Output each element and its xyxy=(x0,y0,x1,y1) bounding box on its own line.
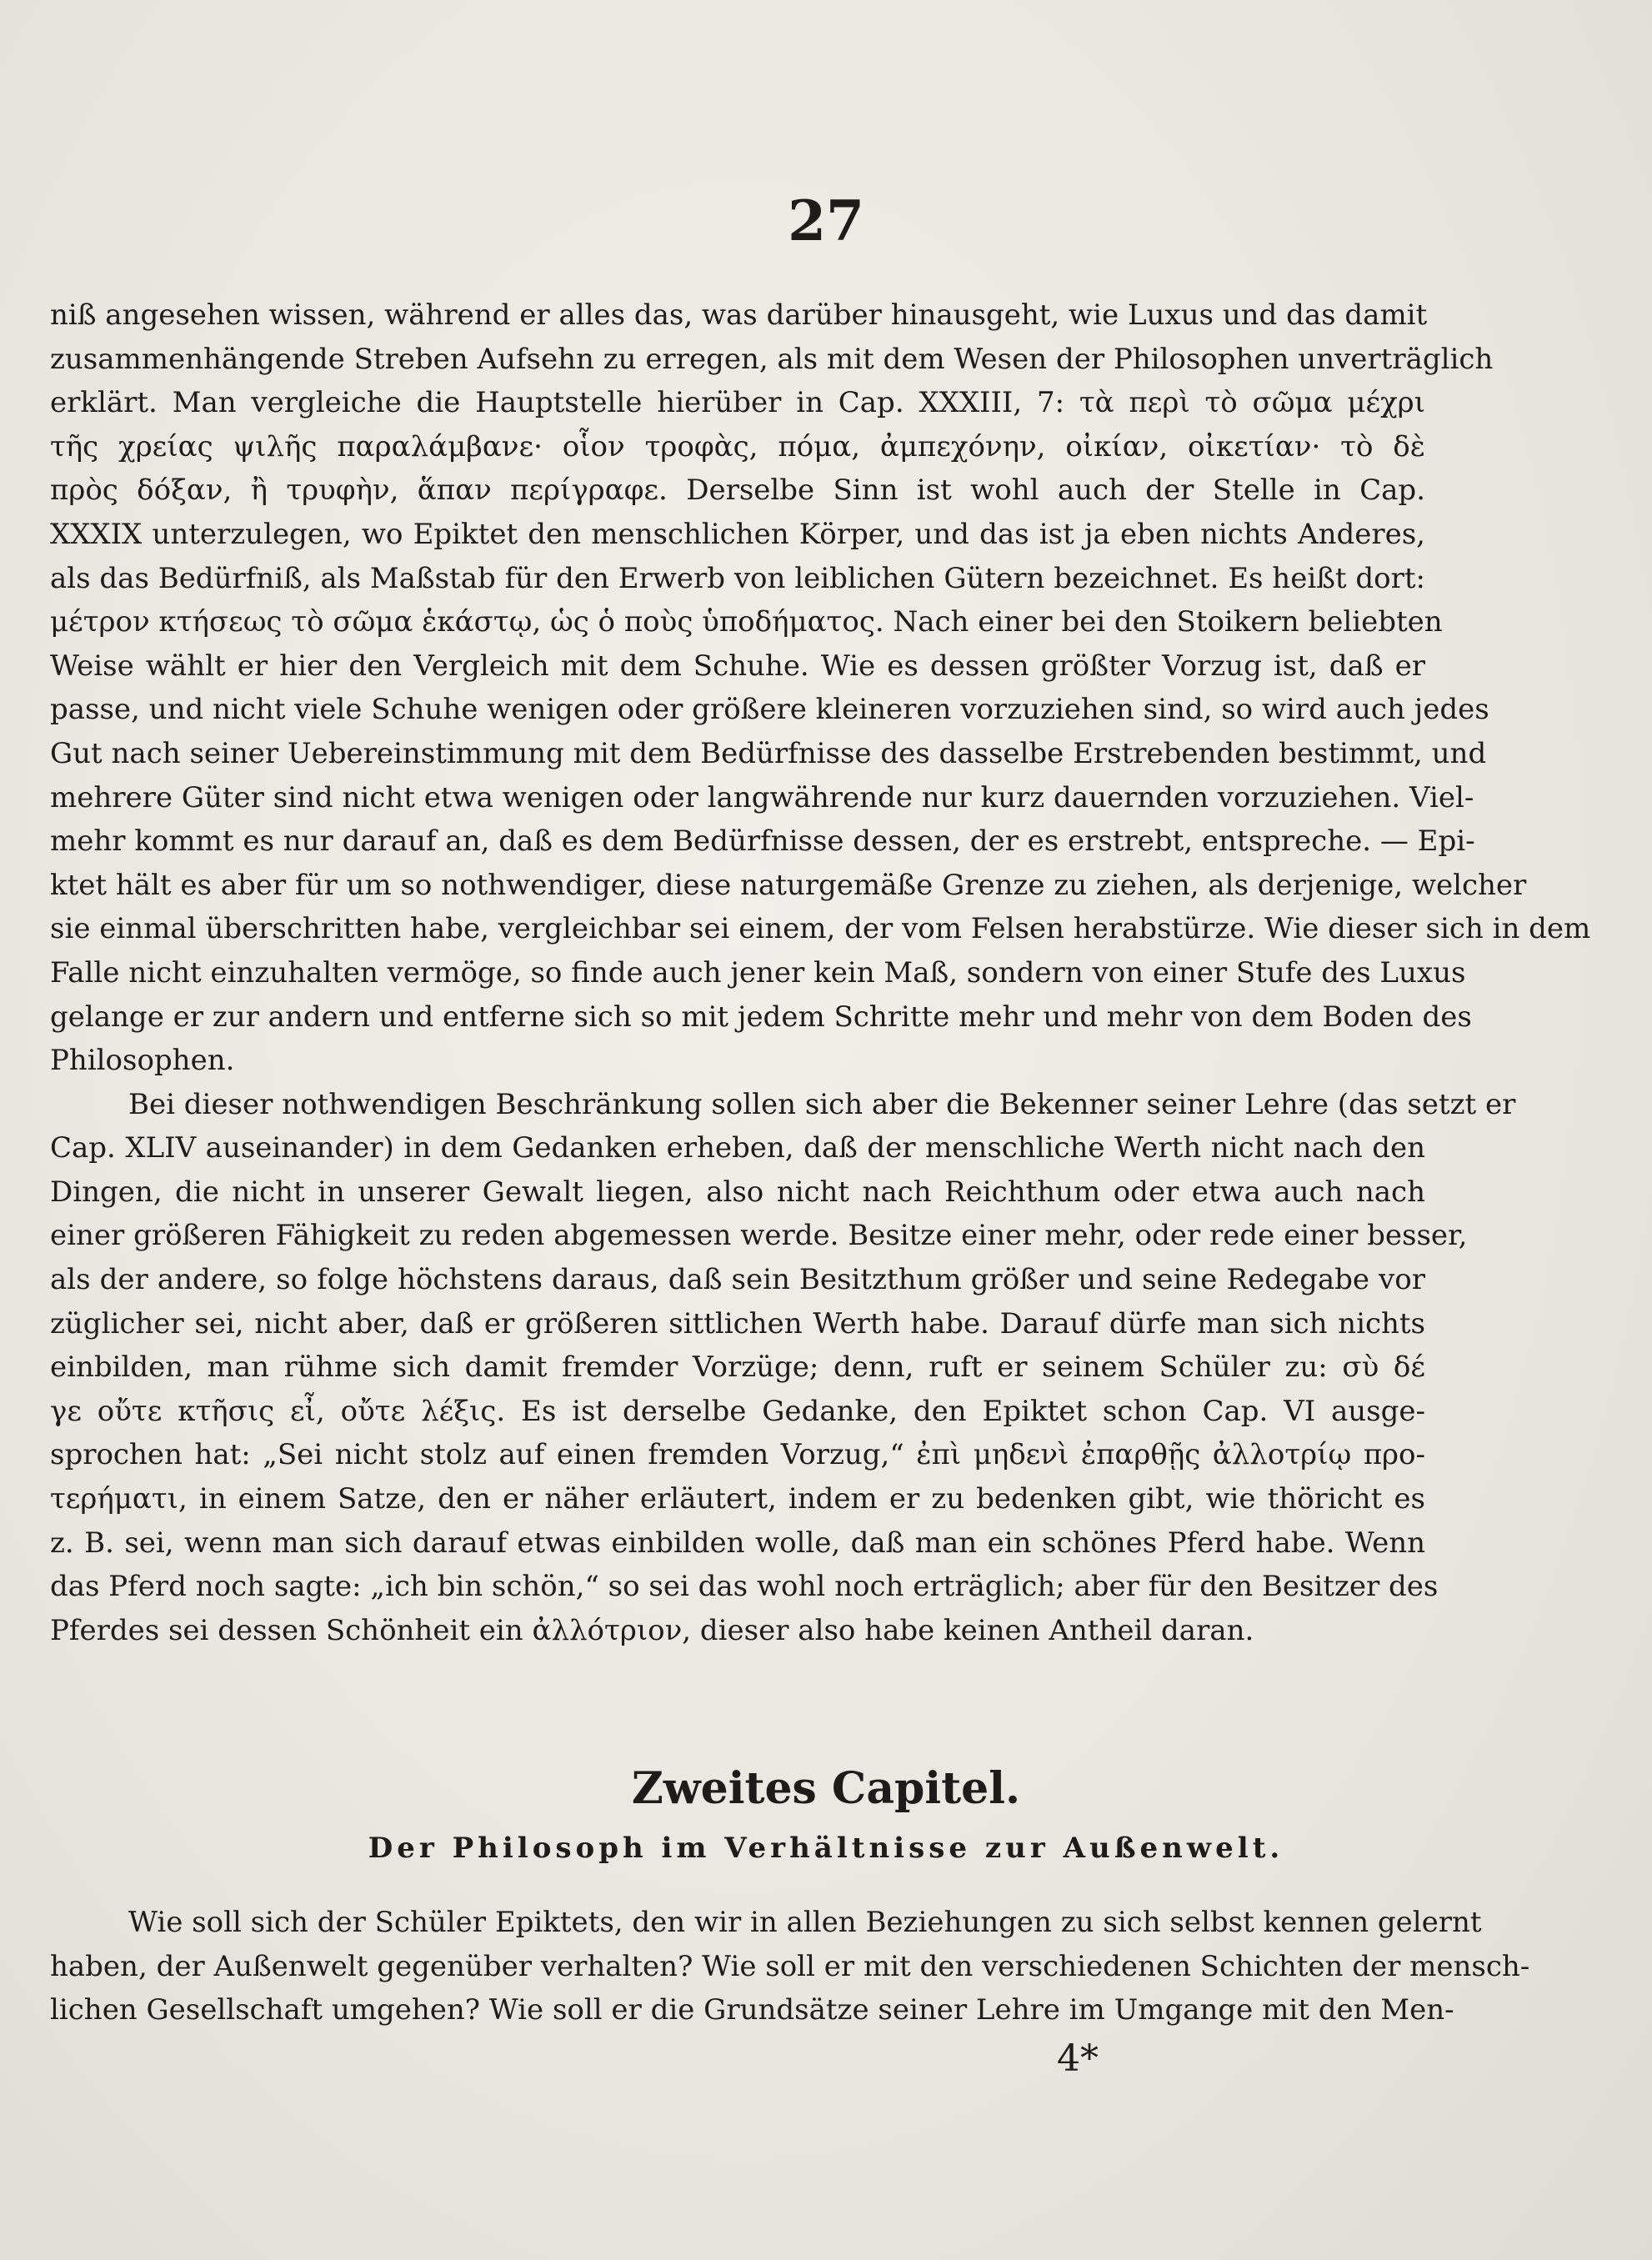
text-line: zusammenhängende Streben Aufsehn zu erregen, als mit dem Wesen der Philosophen unverträglich xyxy=(50,342,1494,376)
text-line: sie einmal überschritten habe, vergleichbar sei einem, der vom Felsen herabstürze. Wie dieser sich in dem xyxy=(50,912,1591,946)
text-line: haben, der Außenwelt gegenüber verhalten? Wie soll er mit den verschiedenen Schichten der mensch- xyxy=(50,1949,1530,1983)
chapter-subtitle: Der Philosoph im Verhältnisse zur Außenwelt. xyxy=(368,1832,1284,1865)
body-text xyxy=(50,293,1591,1652)
text-line: Weise wählt er hier den Vergleich mit dem Schuhe. Wie es dessen größter Vorzug ist, daß er xyxy=(50,649,1425,683)
text-line: τῆς χρείας ψιλῆς παραλάμβανε· οἷον τροφὰς, πόμα, ἀμπεχόνην, οἰκίαν, οἰκετίαν· τὸ δὲ xyxy=(50,429,1425,464)
text-line: lichen Gesellschaft umgehen? Wie soll er die Grundsätze seiner Lehre im Umgange mit den Men- xyxy=(50,1993,1454,2027)
text-line: Bei dieser nothwendigen Beschränkung sollen sich aber die Bekenner seiner Lehre (das setzt er xyxy=(128,1087,1516,1121)
text-line: passe, und nicht viele Schuhe wenigen oder größere kleineren vorzuziehen sind, so wird auch jedes xyxy=(50,693,1489,727)
text-line: Cap. XLIV auseinander) in dem Gedanken erheben, daß der menschliche Werth nicht nach den xyxy=(50,1131,1425,1165)
text-line: Gut nach seiner Uebereinstimmung mit dem Bedürfnisse des dasselbe Erstrebenden bestimmt, und xyxy=(50,736,1487,770)
chapter-title: Zweites Capitel. xyxy=(631,1763,1021,1814)
text-line: einer größeren Fähigkeit zu reden abgemessen werde. Besitze einer mehr, oder rede einer besser, xyxy=(50,1219,1468,1253)
text-line: μέτρον κτήσεως τὸ σῶμα ἑκάστῳ, ὡς ὁ ποὺς ὑποδήματος. Nach einer bei den Stoikern beliebten xyxy=(50,605,1443,639)
text-line: mehr kommt es nur darauf an, daß es dem Bedürfnisse dessen, der es erstrebt, entspreche. — Epi- xyxy=(50,824,1475,859)
text-line: als der andere, so folge höchstens daraus, daß sein Besitzthum größer und seine Redegabe vor xyxy=(50,1263,1425,1297)
text-line: einbilden, man rühme sich damit fremder Vorzüge; denn, ruft er seinem Schüler zu: σὺ δέ xyxy=(50,1350,1425,1385)
text-line: Falle nicht einzuhalten vermöge, so finde auch jener kein Maß, sondern von einer Stufe des Luxus xyxy=(50,955,1466,990)
text-line: das Pferd noch sagte: „ich bin schön,“ so sei das wohl noch erträglich; aber für den Besitzer des xyxy=(50,1570,1439,1604)
text-line: XXXIX unterzulegen, wo Epiktet den menschlichen Körper, und das ist ja eben nichts Anderes, xyxy=(50,517,1425,551)
text-line: Dingen, die nicht in unserer Gewalt liegen, also nicht nach Reichthum oder etwa auch nach xyxy=(50,1175,1425,1209)
text-line: gelange er zur andern und entferne sich so mit jedem Schritte mehr und mehr von dem Boden des xyxy=(50,1000,1472,1034)
text-line: Wie soll sich der Schüler Epiktets, den wir in allen Beziehungen zu sich selbst kennen gelernt xyxy=(128,1906,1482,1939)
text-line: τερήματι, in einem Satze, den er näher erläutert, indem er zu bedenken gibt, wie thöricht es xyxy=(50,1482,1425,1516)
paragraph-2 xyxy=(50,1083,1516,1653)
text-line: Pferdes sei dessen Schönheit ein ἀλλότριον, dieser also habe keinen Antheil daran. xyxy=(50,1613,1254,1647)
text-line: Philosophen. xyxy=(50,1044,235,1078)
paragraph-1 xyxy=(50,293,1591,1083)
text-line: ktet hält es aber für um so nothwendiger, diese naturgemäße Grenze zu ziehen, als derjenige, welcher xyxy=(50,868,1527,902)
text-line: niß angesehen wissen, während er alles das, was darüber hinausgeht, wie Luxus und das damit xyxy=(50,298,1428,332)
text-line: als das Bedürfniß, als Maßstab für den Erwerb von leiblichen Gütern bezeichnet. Es heißt dort: xyxy=(50,561,1425,595)
signature-mark: 4* xyxy=(1057,2037,1099,2080)
text-line: mehrere Güter sind nicht etwa wenigen oder langwährende nur kurz dauernden vorzuziehen. Viel- xyxy=(50,780,1474,814)
text-line: erklärt. Man vergleiche die Hauptstelle hierüber in Cap. XXXIII, 7: τὰ περὶ τὸ σῶμα μέχρι xyxy=(50,386,1425,420)
paragraph-3 xyxy=(50,1901,1530,2032)
text-line: sprochen hat: „Sei nicht stolz auf einen fremden Vorzug,“ ἐπὶ μηδενὶ ἐπαρθῇς ἀλλοτρίῳ προ- xyxy=(50,1438,1425,1472)
text-line: πρὸς δόξαν, ἢ τρυφὴν, ἅπαν περίγραφε. Derselbe Sinn ist wohl auch der Stelle in Cap. xyxy=(50,474,1425,508)
text-line: z. B. sei, wenn man sich darauf etwas einbilden wolle, daß man ein schönes Pferd habe. Wenn xyxy=(50,1526,1425,1560)
text-line: züglicher sei, nicht aber, daß er größeren sittlichen Werth habe. Darauf dürfe man sich nichts xyxy=(50,1306,1425,1340)
chapter-body-text xyxy=(50,1901,1530,2032)
page-number: 27 xyxy=(788,188,864,253)
text-line: γε οὔτε κτῆσις εἶ, οὔτε λέξις. Es ist derselbe Gedanke, den Epiktet schon Cap. VI ausge- xyxy=(50,1394,1425,1428)
